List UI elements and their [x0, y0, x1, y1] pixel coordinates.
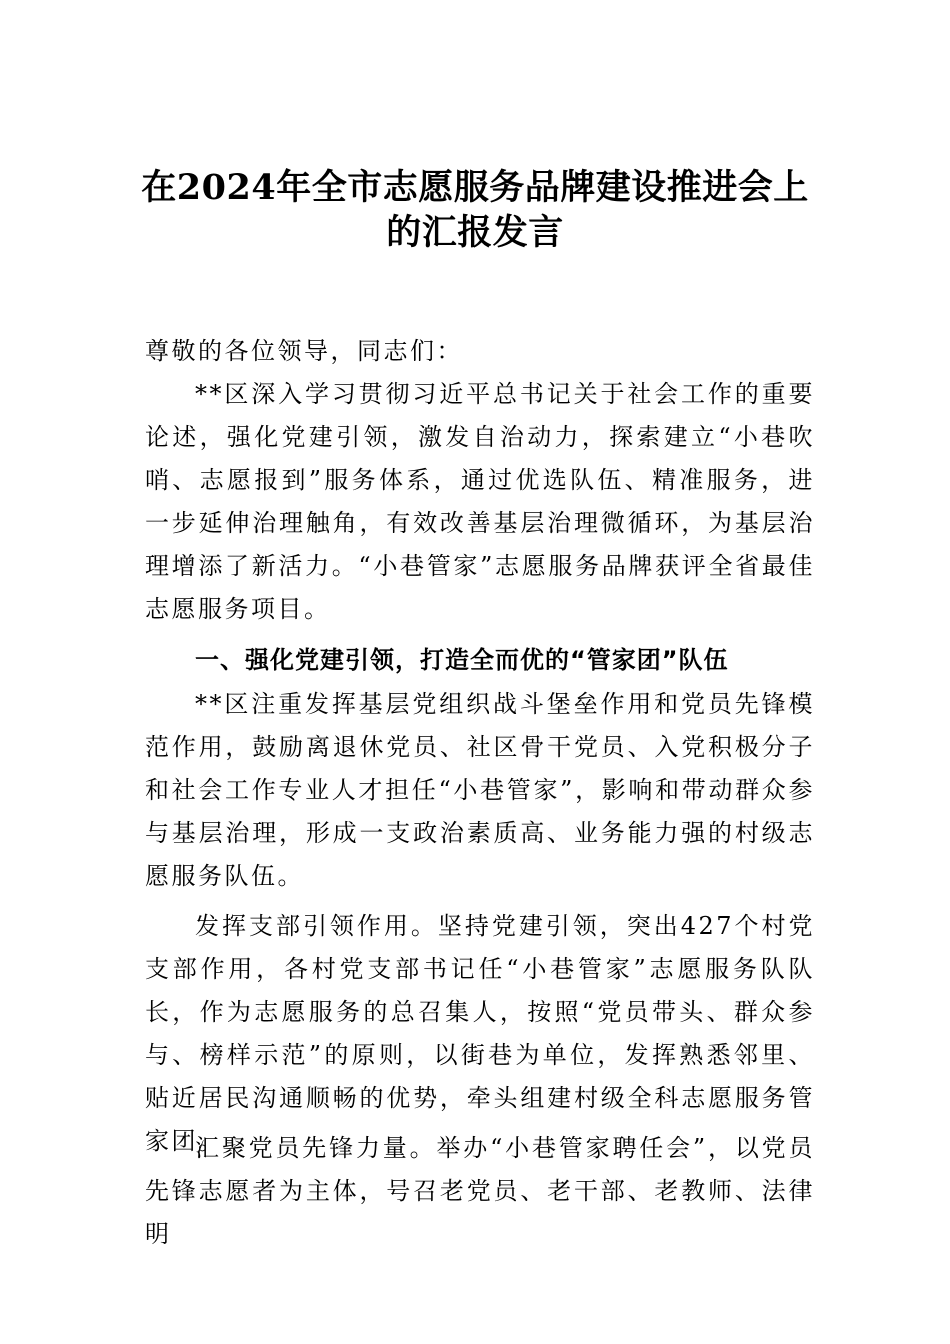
section-heading-1: 一、强化党建引领，打造全而优的“管家团”队伍	[195, 646, 729, 674]
salutation: 尊敬的各位领导，同志们：	[145, 337, 463, 365]
document-title-line-2: 的汇报发言	[386, 212, 564, 253]
paragraph-section-1-intro: **区注重发挥基层党组织战斗堡垒作用和党员先锋模范作用，鼓励离退休党员、社区骨干党员、入党积极分子和社会工作专业人才担任“小巷管家”，影响和带动群众参与基层治理，形成一支政治素质高、业务能力强的村级志愿服务队伍。	[145, 690, 815, 890]
paragraph-intro: **区深入学习贯彻习近平总书记关于社会工作的重要论述，强化党建引领，激发自治动力，探索建立“小巷吹哨、志愿报到”服务体系，通过优选队伍、精准服务，进一步延伸治理触角，有效改善基层治理微循环，为基层治理增添了新活力。“小巷管家”志愿服务品牌获评全省最佳志愿服务项目。	[145, 380, 815, 623]
paragraph-branch-leadership: 发挥支部引领作用。坚持党建引领，突出427个村党支部作用，各村党支部书记任“小巷管家”志愿服务队队长，作为志愿服务的总召集人，按照“党员带头、群众参与、榜样示范”的原则，以街巷为单位，发挥熟悉邻里、贴近居民沟通顺畅的优势，牵头组建村级全科志愿服务管家团。	[145, 912, 815, 1155]
paragraph-party-member-strength: 汇聚党员先锋力量。举办“小巷管家聘任会”，以党员先锋志愿者为主体，号召老党员、老干部、老教师、法律明	[145, 1134, 815, 1248]
document-title-line-1: 在2024年全市志愿服务品牌建设推进会上	[141, 167, 809, 208]
